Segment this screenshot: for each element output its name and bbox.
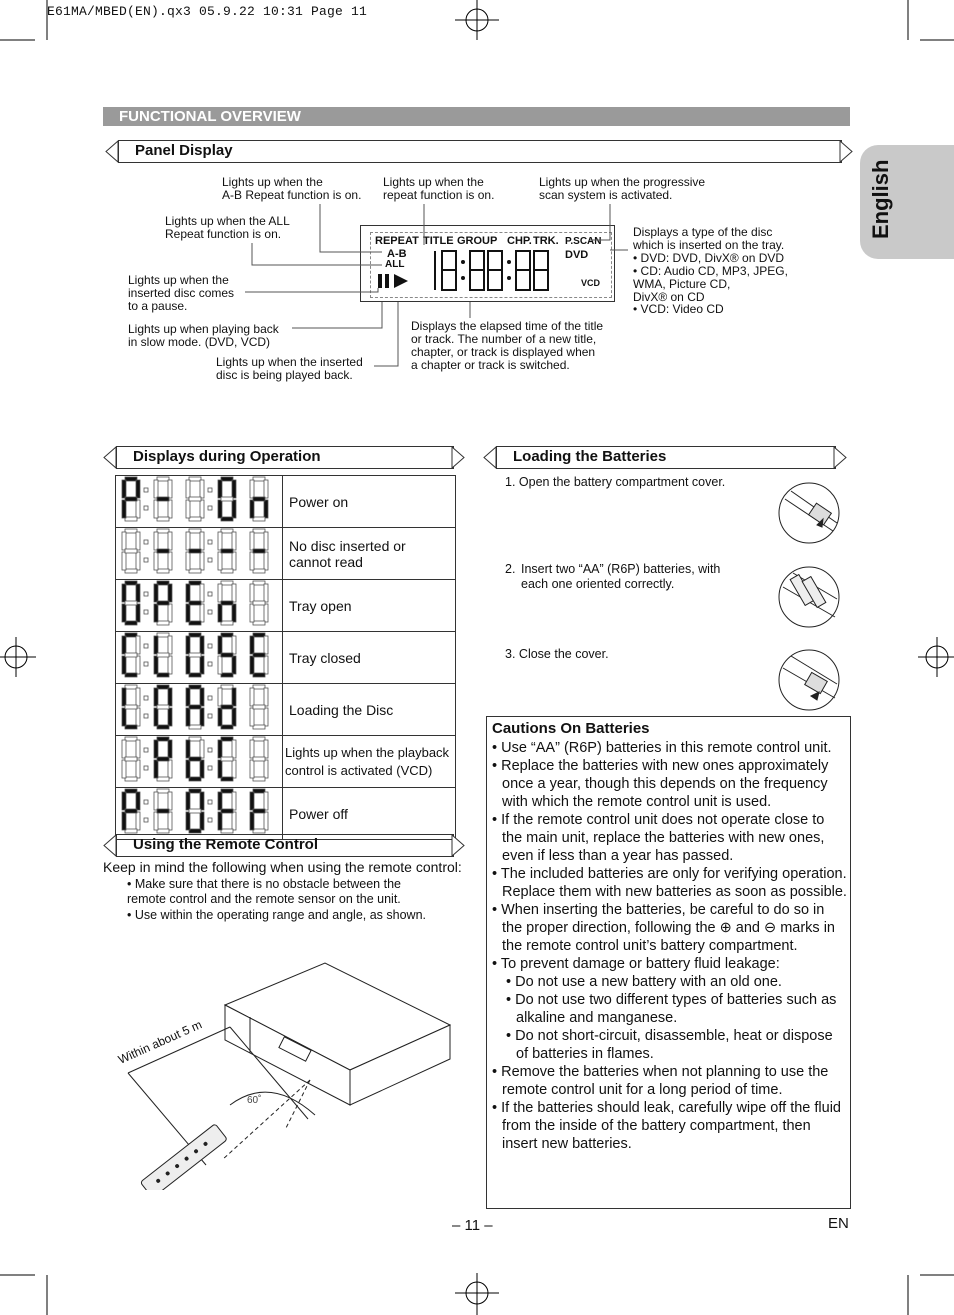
seven-segment-display (116, 736, 283, 788)
pscan-indicator: P.SCAN (565, 236, 602, 247)
seven-segment-display (116, 580, 283, 632)
battery-step-2: 2. Insert two “AA” (R6P) batteries, with each one oriented correctly. (505, 562, 721, 591)
disc-type-annotation: Displays a type of the disc which is inserted on the tray. (633, 225, 785, 252)
trk-indicator: TRK. (533, 235, 559, 247)
remote-bullet-1: • Make sure that there is no obstacle between the remote control and the remote sensor on the unit. (127, 877, 401, 906)
display-row-label: Power on (283, 476, 456, 528)
cautions-list (492, 739, 847, 1153)
display-row-label: Lights up when the playback control is activated (VCD) (283, 736, 456, 788)
display-row (116, 684, 456, 736)
remote-bullet-2: • Use within the operating range and angle, as shown. (127, 908, 427, 922)
seven-segment-display (116, 632, 283, 684)
panel-display-title: Panel Display (135, 142, 233, 159)
battery-step-3: 3. Close the cover. (505, 647, 609, 661)
battery-step-1: 1. Open the battery compartment cover. (505, 475, 726, 489)
seven-segment-display (116, 528, 283, 580)
open-cover-illustration (777, 481, 841, 545)
print-header: E61MA/MBED(EN).qx3 05.9.22 10:31 Page 11 (47, 4, 368, 19)
display-row (116, 580, 456, 632)
seven-segment-display (116, 684, 283, 736)
displays-title: Displays during Operation (133, 448, 321, 465)
caution-item: • Replace the batteries with new ones approximately once a year, though this depends on the frequency with which the remote control unit is used. (492, 758, 829, 810)
close-cover-illustration (777, 648, 841, 712)
remote-header-arrows (102, 834, 468, 858)
caution-item: • The included batteries are only for verifying operation. Replace them with new batteries as soon as possible. (492, 866, 847, 900)
repeat-indicator: REPEAT (375, 235, 419, 247)
remote-intro: Keep in mind the following when using the remote control: (103, 859, 462, 875)
caution-item: • Remove the batteries when not planning to use the remote control unit for a long period of time. (492, 1064, 829, 1098)
displays-header-arrows (102, 446, 468, 470)
remote-title: Using the Remote Control (133, 836, 319, 853)
progressive-annotation: Lights up when the progressive scan system is activated. (539, 175, 706, 202)
ab-indicator: A-B (387, 248, 407, 260)
disc-type-dvd: • DVD: DVD, DivX® on DVD (633, 251, 785, 265)
display-row (116, 736, 456, 788)
caution-item: • If the batteries should leak, carefully wipe off the fluid from the inside of the battery compartment, then insert new batteries. (492, 1100, 841, 1152)
title-indicator: TITLE (423, 235, 454, 247)
seven-segment-display (116, 788, 283, 840)
displays-table (115, 475, 456, 840)
caution-item: • Do not short-circuit, disassemble, heat or dispose of batteries in flames. (506, 1028, 833, 1062)
cautions-box (486, 716, 851, 1209)
caution-item: • Do not use two different types of batteries such as alkaline and manganese. (506, 992, 837, 1026)
display-row-label: Tray open (283, 580, 456, 632)
group-indicator: GROUP (457, 235, 498, 247)
dvd-indicator: DVD (565, 249, 589, 261)
disc-type-vcd: • VCD: Video CD (633, 302, 724, 316)
display-row-label: Tray closed (283, 632, 456, 684)
play-annotation: Lights up when the inserted disc is being played back. (216, 355, 363, 382)
slow-annotation: Lights up when playing back in slow mode. (DVD, VCD) (128, 322, 279, 349)
display-row (116, 788, 456, 840)
repeat-annotation: Lights up when the repeat function is on. (383, 175, 495, 202)
caution-item: • If the remote control unit does not operate close to the main unit, replace the batteries with new ones, even if less than a year has passed. (492, 812, 825, 864)
cautions-title: Cautions On Batteries (492, 720, 650, 737)
batteries-header-arrows (482, 446, 850, 470)
language-code: EN (828, 1215, 849, 1232)
pause-annotation: Lights up when the inserted disc comes to a pause. (128, 273, 235, 313)
all-annotation: Lights up when the ALL Repeat function is on. (165, 214, 290, 241)
display-row (116, 632, 456, 684)
batteries-title: Loading the Batteries (513, 448, 667, 465)
seven-segment-display (116, 476, 283, 528)
all-indicator: ALL (385, 259, 405, 270)
elapsed-annotation: Displays the elapsed time of the title or track. The number of a new title, chapter, or track is displayed when a chapter or track is switched. (411, 319, 604, 372)
disc-type-cd: • CD: Audio CD, MP3, JPEG, WMA, Picture CD, DivX® on CD (633, 264, 788, 304)
ab-annotation: Lights up when the A-B Repeat function is on. (222, 175, 362, 202)
display-row (116, 476, 456, 528)
page-number: – 11 – (452, 1217, 493, 1234)
vcd-indicator: VCD (581, 278, 601, 288)
angle-label: 60˚ (247, 1095, 262, 1106)
distance-label: Within about 5 m (116, 1017, 204, 1067)
caution-item: • Use “AA” (R6P) batteries in this remote control unit. (492, 740, 832, 756)
caution-item: • When inserting the batteries, be careful to do so in the proper direction, following the ⊕ and ⊖ marks in the remote control unit’s battery compartment. (492, 902, 835, 954)
display-row-label: Loading the Disc (283, 684, 456, 736)
display-row (116, 528, 456, 580)
section-title: FUNCTIONAL OVERVIEW (119, 108, 301, 125)
insert-batteries-illustration (777, 565, 841, 629)
caution-item: • Do not use a new battery with an old one. (506, 974, 782, 990)
display-row-label: No disc inserted or cannot read (283, 528, 456, 580)
caution-item: • To prevent damage or battery fluid leakage: (492, 956, 780, 972)
chp-indicator: CHP. (507, 235, 532, 247)
remote-range-illustration (110, 955, 460, 1190)
language-tab-label: English (868, 159, 893, 239)
display-row-label: Power off (283, 788, 456, 840)
